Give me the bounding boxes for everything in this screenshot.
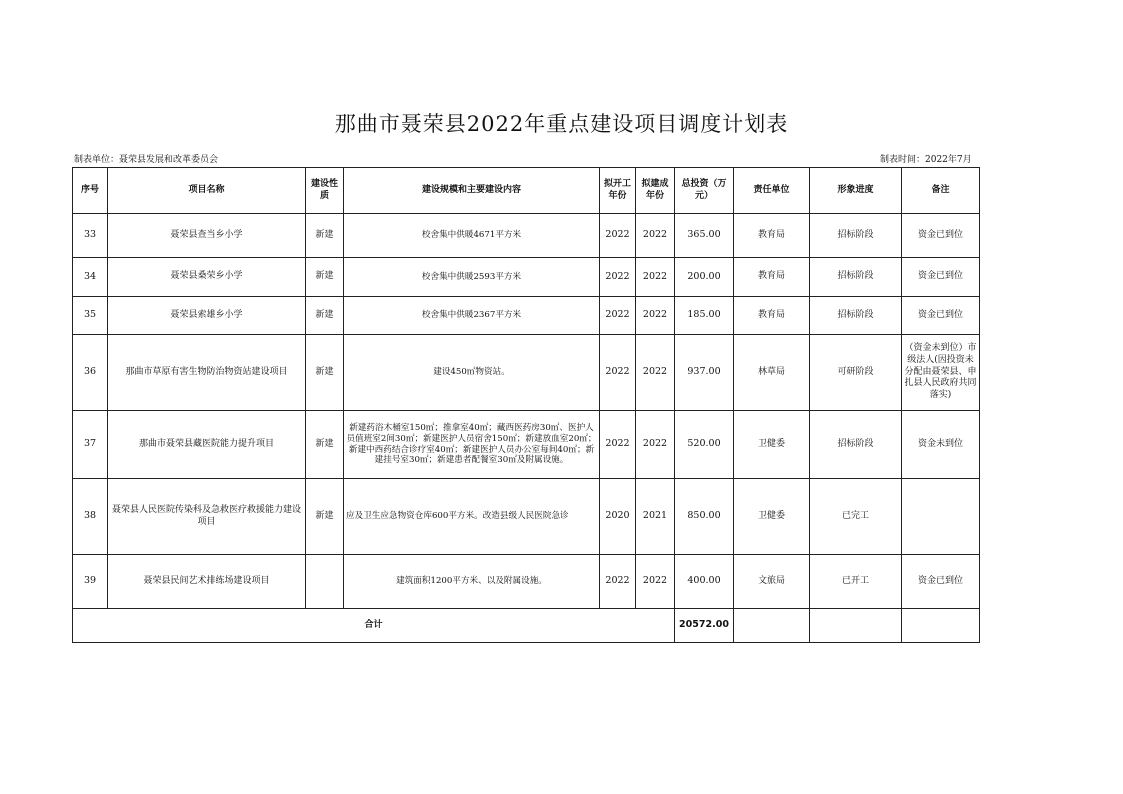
header-investment: 总投资（万元） [675, 168, 734, 214]
cell-start-year: 2022 [600, 555, 636, 609]
cell-end-year: 2022 [636, 411, 675, 479]
cell-investment: 400.00 [675, 555, 734, 609]
cell-name: 聂荣县索雄乡小学 [108, 297, 306, 335]
compiling-date: 制表时间：2022年7月 [880, 155, 972, 165]
header-owner: 责任单位 [734, 168, 810, 214]
cell-remark [902, 479, 980, 555]
cell-nature [306, 555, 344, 609]
cell-nature: 新建 [306, 335, 344, 411]
header-nature: 建设性质 [306, 168, 344, 214]
table-row [73, 297, 980, 335]
total-investment: 20572.00 [675, 609, 734, 643]
cell-end-year: 2022 [636, 258, 675, 297]
cell-name: 那曲市聂荣县藏医院能力提升项目 [108, 411, 306, 479]
total-progress-empty [810, 609, 902, 643]
cell-end-year: 2022 [636, 555, 675, 609]
cell-end-year: 2021 [636, 479, 675, 555]
cell-start-year: 2022 [600, 297, 636, 335]
cell-progress: 招标阶段 [810, 297, 902, 335]
cell-investment: 365.00 [675, 214, 734, 258]
table-row [73, 411, 980, 479]
cell-seq: 37 [73, 411, 108, 479]
cell-start-year: 2022 [600, 335, 636, 411]
project-table [72, 167, 980, 643]
cell-remark: （资金未到位）市级法人(因投资未分配由聂荣县、申扎县人民政府共同落实) [902, 335, 980, 411]
table-row [73, 214, 980, 258]
cell-owner: 教育局 [734, 258, 810, 297]
page-title: 那曲市聂荣县2022年重点建设项目调度计划表 [334, 112, 789, 136]
cell-start-year: 2022 [600, 214, 636, 258]
cell-owner: 教育局 [734, 297, 810, 335]
header-progress: 形象进度 [810, 168, 902, 214]
total-row [73, 609, 980, 643]
cell-progress: 可研阶段 [810, 335, 902, 411]
cell-owner: 文旅局 [734, 555, 810, 609]
cell-remark: 资金已到位 [902, 214, 980, 258]
cell-progress: 已完工 [810, 479, 902, 555]
cell-nature: 新建 [306, 258, 344, 297]
cell-investment: 850.00 [675, 479, 734, 555]
cell-scope: 建筑面积1200平方米、以及附属设施。 [344, 555, 600, 609]
cell-progress: 已开工 [810, 555, 902, 609]
header-row [73, 168, 980, 214]
cell-name: 聂荣县桑荣乡小学 [108, 258, 306, 297]
header-name: 项目名称 [108, 168, 306, 214]
cell-seq: 38 [73, 479, 108, 555]
cell-scope: 应及卫生应急物资仓库600平方米。改造县级人民医院急诊 [344, 479, 600, 555]
cell-nature: 新建 [306, 297, 344, 335]
cell-seq: 39 [73, 555, 108, 609]
cell-name: 聂荣县民间艺术排练场建设项目 [108, 555, 306, 609]
table-row [73, 258, 980, 297]
cell-progress: 招标阶段 [810, 258, 902, 297]
cell-seq: 35 [73, 297, 108, 335]
cell-scope: 新建药浴木桶室150㎡；推拿室40㎡；藏西医药房30㎡、医护人员值班室2间30㎡；新建医护人员宿舍150㎡；新建放血室20㎡；新建中西药结合诊疗室40㎡；新建医护人员办公室每间40㎡；新建挂号室30㎡；新建患者配餐室30㎡及附属设施。 [344, 411, 600, 479]
header-scope: 建设规模和主要建设内容 [344, 168, 600, 214]
cell-start-year: 2022 [600, 411, 636, 479]
total-label: 合计 [73, 609, 675, 643]
cell-name: 聂荣县查当乡小学 [108, 214, 306, 258]
cell-investment: 520.00 [675, 411, 734, 479]
header-remark: 备注 [902, 168, 980, 214]
cell-investment: 937.00 [675, 335, 734, 411]
cell-nature: 新建 [306, 214, 344, 258]
header-seq: 序号 [73, 168, 108, 214]
header-end-year: 拟建成年份 [636, 168, 675, 214]
header-start-year: 拟开工年份 [600, 168, 636, 214]
cell-progress: 招标阶段 [810, 411, 902, 479]
cell-start-year: 2020 [600, 479, 636, 555]
cell-nature: 新建 [306, 411, 344, 479]
cell-scope: 校舍集中供暖2367平方米 [344, 297, 600, 335]
cell-investment: 200.00 [675, 258, 734, 297]
cell-owner: 教育局 [734, 214, 810, 258]
cell-remark: 资金已到位 [902, 297, 980, 335]
cell-progress: 招标阶段 [810, 214, 902, 258]
cell-end-year: 2022 [636, 335, 675, 411]
cell-owner: 卫健委 [734, 479, 810, 555]
table-row [73, 555, 980, 609]
cell-owner: 林草局 [734, 335, 810, 411]
cell-owner: 卫健委 [734, 411, 810, 479]
cell-end-year: 2022 [636, 297, 675, 335]
cell-investment: 185.00 [675, 297, 734, 335]
cell-scope: 校舍集中供暖4671平方米 [344, 214, 600, 258]
cell-seq: 36 [73, 335, 108, 411]
total-owner-empty [734, 609, 810, 643]
cell-nature: 新建 [306, 479, 344, 555]
total-remark-empty [902, 609, 980, 643]
cell-end-year: 2022 [636, 214, 675, 258]
cell-remark: 资金已到位 [902, 555, 980, 609]
cell-name: 聂荣县人民医院传染科及急救医疗救援能力建设项目 [108, 479, 306, 555]
cell-seq: 33 [73, 214, 108, 258]
cell-scope: 建设450㎡物资站。 [344, 335, 600, 411]
cell-remark: 资金未到位 [902, 411, 980, 479]
cell-remark: 资金已到位 [902, 258, 980, 297]
cell-start-year: 2022 [600, 258, 636, 297]
compiling-unit: 制表单位：聂荣县发展和改革委员会 [74, 155, 219, 165]
cell-seq: 34 [73, 258, 108, 297]
table-row [73, 335, 980, 411]
cell-name: 那曲市草原有害生物防治物资站建设项目 [108, 335, 306, 411]
table-row [73, 479, 980, 555]
cell-scope: 校舍集中供暖2593平方米 [344, 258, 600, 297]
